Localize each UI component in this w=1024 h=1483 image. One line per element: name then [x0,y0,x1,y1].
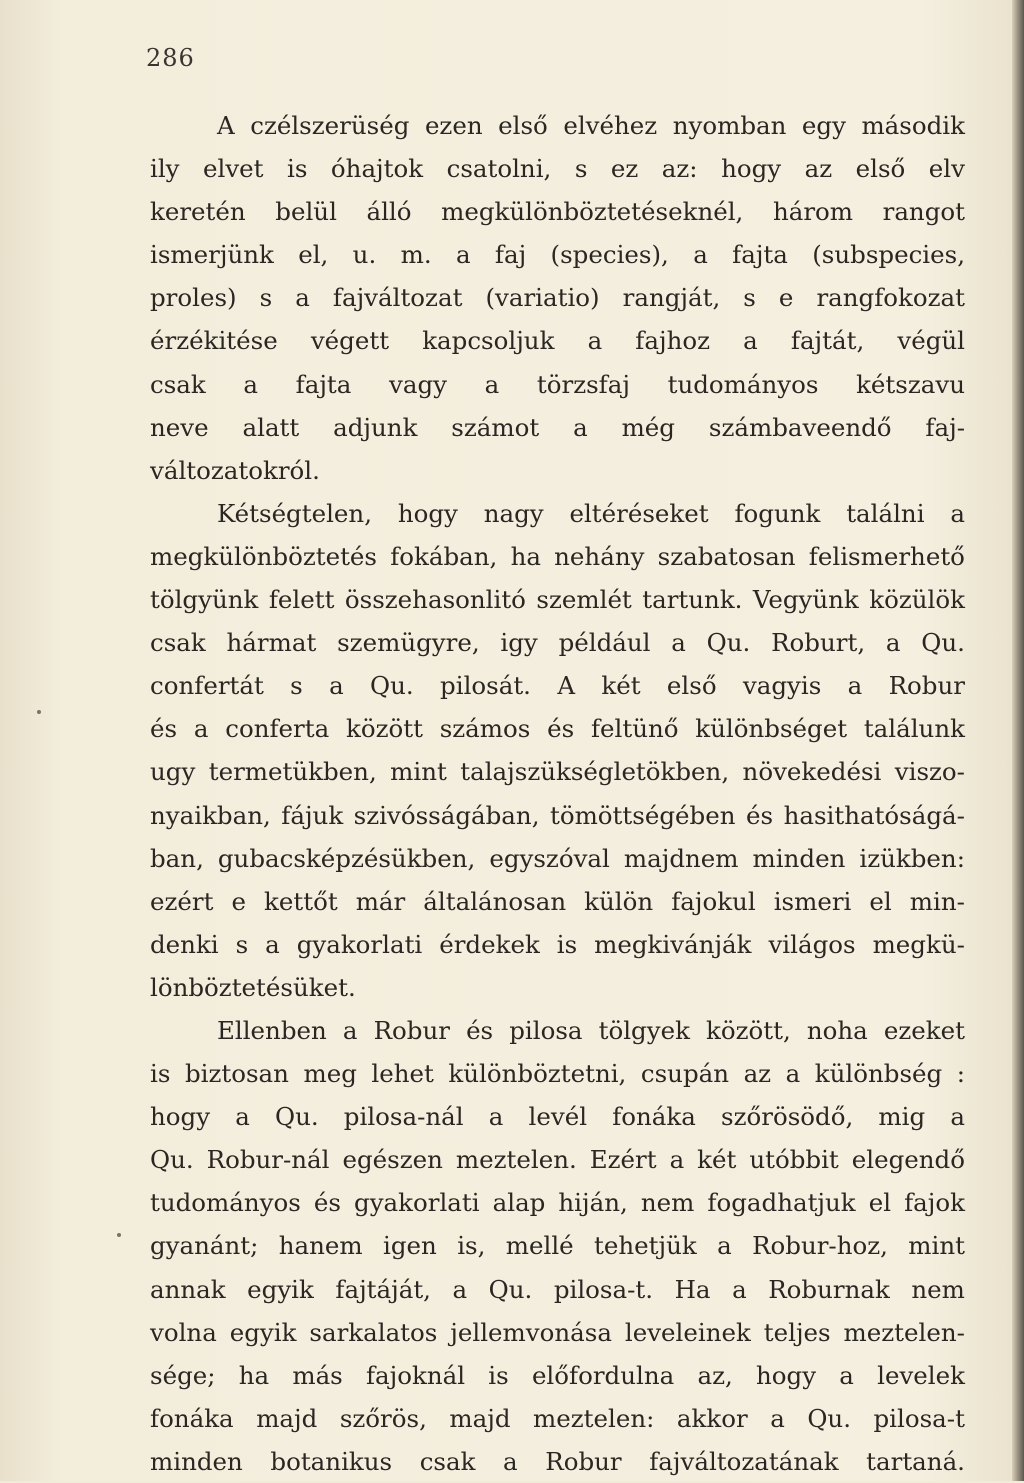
print-speck [117,1233,121,1237]
text-line: megkülönböztetés fokában, ha nehány szabatosan felismerhető [150,541,965,571]
text-line: is biztosan meg lehet különböztetni, csupán az a különbség : [150,1059,965,1089]
text-line: ban, gubacsképzésükben, egyszóval majdnem minden izükben: [150,843,965,873]
body-text [150,104,965,1483]
text-line: Qu. Robur-nál egészen meztelen. Ezért a két utóbbit elegendő [150,1145,965,1175]
text-line: annak egyik fajtáját, a Qu. pilosa-t. Ha a Roburnak nem [150,1274,965,1304]
text-line: nyaikban, fájuk szivósságában, tömöttségében és hasithatóságá- [150,800,965,830]
text-line: tölgyünk felett összehasonlitó szemlét tartunk. Vegyünk közülök [150,585,965,615]
text-line: neve alatt adjunk számot a még számbaveendő faj- [150,412,965,442]
text-line: tudományos és gyakorlati alap hiján, nem fogadhatjuk el fajok [150,1188,965,1218]
text-line: minden botanikus csak a Robur fajváltozatának tartaná. [150,1446,965,1476]
text-line: ily elvet is óhajtok csatolni, s ez az: hogy az első elv [150,154,965,184]
text-line: fonáka majd szőrös, majd meztelen: akkor a Qu. pilosa-t [150,1403,965,1433]
text-line: hogy a Qu. pilosa-nál a levél fonáka szőrösödő, mig a [150,1102,965,1132]
text-line: és a conferta között számos és feltünő különbséget találunk [150,714,965,744]
text-line: ismerjünk el, u. m. a faj (species), a fajta (subspecies, [150,240,965,270]
text-line: gyanánt; hanem igen is, mellé tehetjük a Robur-hoz, mint [150,1231,965,1261]
text-line: confertát s a Qu. pilosát. A két első vagyis a Robur [150,671,965,701]
page-edge-shadow [1012,0,1024,1481]
text-line: ugy termetükben, mint talajszükségletökben, növekedési viszo- [150,757,965,787]
page-number: 286 [146,44,195,72]
text-line: csak a fajta vagy a törzsfaj tudományos kétszavu [150,369,965,399]
text-line: sége; ha más fajoknál is előfordulna az, hogy a levelek [150,1360,965,1390]
text-line: proles) s a fajváltozat (variatio) rangját, s e rangfokozat [150,283,965,313]
text-line: Kétségtelen, hogy nagy eltéréseket fogunk találni a [217,498,965,528]
text-line: Ellenben a Robur és pilosa tölgyek között, noha ezeket [217,1015,965,1045]
text-line: csak hármat szemügyre, igy például a Qu. Roburt, a Qu. [150,628,965,658]
text-line: volna egyik sarkalatos jellemvonása leveleinek teljes meztelen- [150,1317,965,1347]
text-line: ezért e kettőt már általánosan külön fajokul ismeri el min- [150,886,965,916]
text-line: denki s a gyakorlati érdekek is megkivánják világos megkü- [150,929,965,959]
print-speck [37,710,41,714]
text-line: lönböztetésüket. [150,972,356,1002]
text-line: keretén belül álló megkülönböztetéseknél, három rangot [150,197,965,227]
text-line: A czélszerüség ezen első elvéhez nyomban egy második [217,111,965,140]
text-line: változatokról. [150,455,320,485]
text-line: érzékitése végett kapcsoljuk a fajhoz a fajtát, végül [150,326,965,356]
